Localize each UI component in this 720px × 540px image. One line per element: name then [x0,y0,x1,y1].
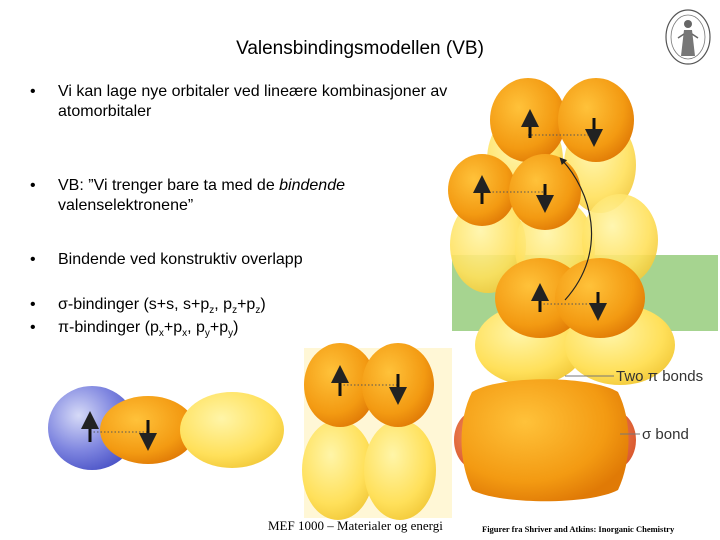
bullet-text-sigma: σ-bindinger (s+s, $s+p_z$, $p_z+p_z$) [58,296,266,317]
s-p-sigma-figure [48,386,284,470]
two-pi-bonds-label: Two π bonds [616,368,704,385]
slide-title: Valensbindingsmodellen (VB) [236,38,484,59]
sigma-bond-label: σ bond [642,426,689,443]
bullet-marker: • [30,83,36,100]
bullet-text: Bindende ved konstruktiv overlapp [58,251,303,268]
footer-credit: Figurer fra Shriver and Atkins: Inorganic Chemistry [482,524,675,534]
bullet-text: VB: ”Vi trenger bare ta med de bindende valenselektronene” [58,177,345,214]
p-p-pi-figure [302,343,452,520]
triple-bond-figure [454,376,640,501]
bullet-marker: • [30,319,36,336]
bullet-marker: • [30,177,36,194]
bullet-text-pi: π-bindinger ($p_x+p_x$, $p_y+p_y$) [58,319,239,340]
bullet-marker: • [30,251,36,268]
bullet-marker: • [30,296,36,313]
footer-course: MEF 1000 – Materialer og energi [268,518,443,533]
pi-overlap-figure [448,78,718,385]
bullet-text: Vi kan lage nye orbitaler ved lineære kombinasjoner av atomorbitaler [58,83,448,120]
